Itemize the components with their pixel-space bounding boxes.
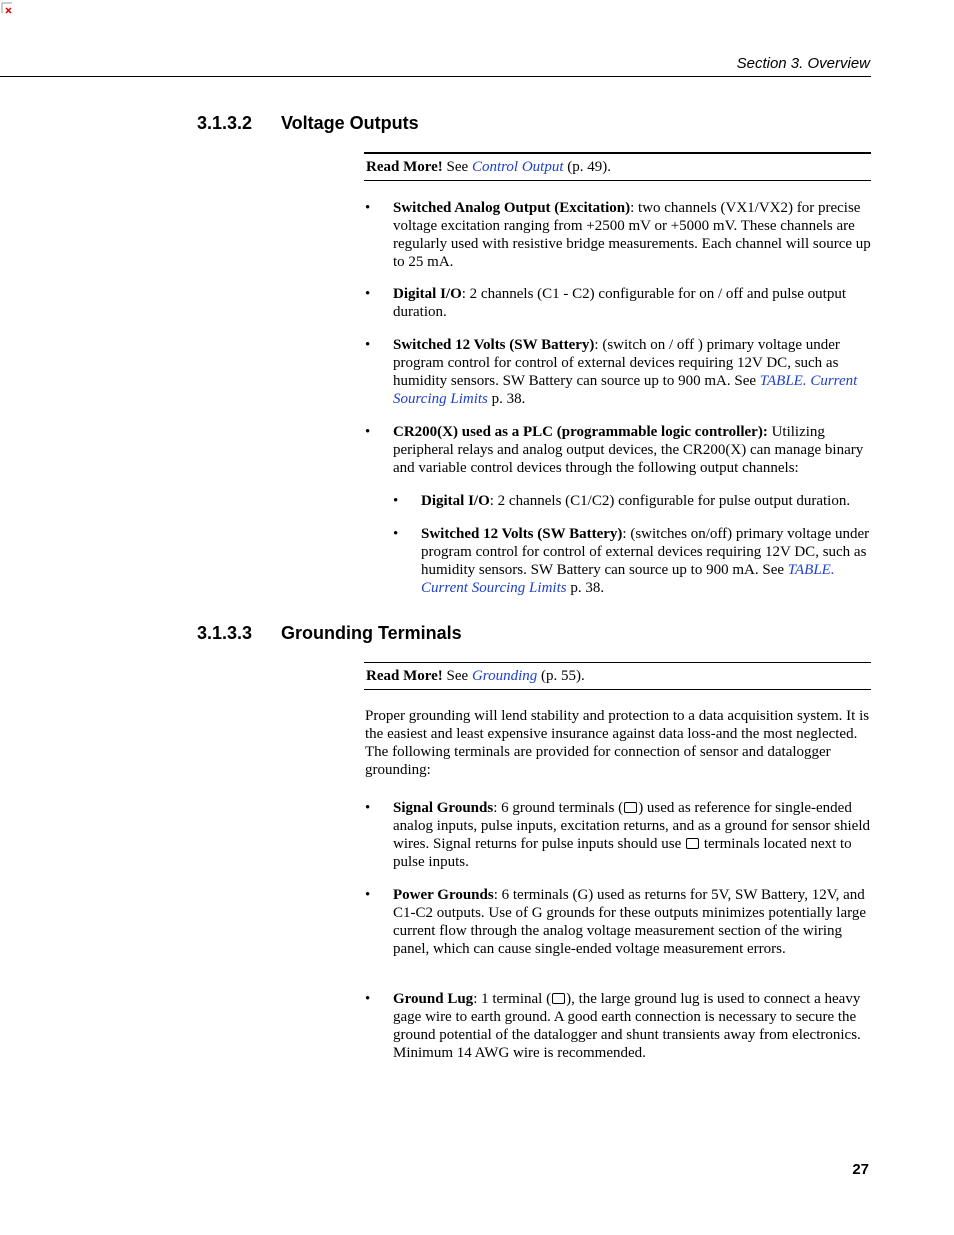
read-more-see: See bbox=[442, 159, 472, 175]
item-term: Switched 12 Volts (SW Battery) bbox=[421, 526, 623, 542]
list-item bbox=[365, 336, 871, 408]
item-text: : (switches on/off) primary voltage under program control for control of external devices requiring 12V DC, such as humidity sensors. SW Battery can source up to 900 mA. See bbox=[421, 526, 870, 578]
item-text: : (switch on / off ) primary voltage under program control for control of external devices requiring 12V DC, such as humidity sensors. SW Battery can source up to 900 mA. See bbox=[393, 337, 840, 389]
item-term: CR200(X) used as a PLC (programmable logic controller): bbox=[393, 424, 768, 440]
item-text: ) used as reference for single-ended analog inputs, pulse inputs, excitation returns, and as a ground for sensor shield wires. Signal returns for pulse inputs should use bbox=[393, 800, 870, 852]
item-term: Switched Analog Output (Excitation) bbox=[393, 200, 631, 216]
section-heading-voltage-outputs bbox=[197, 113, 419, 134]
section-title: Grounding Terminals bbox=[281, 623, 462, 643]
sub-list-item bbox=[393, 492, 871, 510]
item-term: Switched 12 Volts (SW Battery) bbox=[393, 337, 595, 353]
item-term: Ground Lug bbox=[393, 991, 474, 1007]
item-term: Digital I/O bbox=[393, 286, 462, 302]
intro-paragraph: Proper grounding will lend stability and protection to a data acquisition system. It is the easiest and least expensive insurance against data loss-and the most neglected. The following terminals are provided for connection of sensor and datalogger grounding: bbox=[365, 708, 870, 778]
current-sourcing-limits-link[interactable]: TABLE. Current Sourcing Limits bbox=[393, 373, 858, 407]
bullet-icon: • bbox=[393, 526, 399, 542]
header-rule bbox=[0, 76, 871, 77]
bullet-icon: • bbox=[365, 200, 371, 216]
list-item bbox=[365, 285, 871, 321]
section-number: 3.1.3.3 bbox=[197, 623, 253, 643]
item-text: : two channels (VX1/VX2) for precise voltage excitation ranging from +2500 mV or +5000 mV. These channels are regularly used with resistive bridge measurements. Each channel will source up to 25 mA. bbox=[393, 200, 871, 270]
read-more-page: (p. 55). bbox=[537, 668, 585, 684]
grounding-link[interactable]: Grounding bbox=[471, 668, 538, 684]
item-term: Digital I/O bbox=[421, 493, 490, 509]
list-item bbox=[365, 886, 871, 958]
item-text: Utilizing peripheral relays and analog output devices, the CR200(X) can manage binary and variable control devices through the following output channels: bbox=[393, 424, 864, 476]
item-page: p. 38. bbox=[566, 580, 605, 596]
item-text: : 2 channels (C1 - C2) configurable for on / off and pulse output duration. bbox=[393, 286, 846, 320]
broken-image-icon bbox=[1, 2, 13, 14]
item-text: terminals located next to pulse inputs. bbox=[393, 836, 852, 870]
read-more-page: (p. 49). bbox=[563, 159, 611, 175]
read-more-label: Read More! bbox=[366, 159, 443, 175]
bullet-icon: • bbox=[393, 493, 399, 509]
section-heading-grounding-terminals bbox=[197, 623, 462, 644]
bullet-icon: • bbox=[365, 991, 371, 1007]
bullet-icon: • bbox=[365, 887, 371, 903]
bullet-icon: • bbox=[365, 800, 371, 816]
page-number: 27 bbox=[852, 1161, 869, 1178]
ground-symbol-icon bbox=[624, 802, 637, 813]
item-text: ), the large ground lug is used to connect a heavy gage wire to earth ground. A good earth connection is necessary to secure the ground potential of the datalogger and shunt transients away from electronics. Minimum 14 AWG wire is recommended. bbox=[393, 991, 861, 1061]
item-term: Signal Grounds bbox=[393, 800, 494, 816]
control-output-link[interactable]: Control Output bbox=[471, 159, 564, 175]
read-more-box bbox=[364, 152, 871, 181]
item-text: : 6 terminals (G) used as returns for 5V, SW Battery, 12V, and C1-C2 outputs. Use of G grounds for these outputs minimizes potentially large current flow through the analog voltage measurement section of the wiring panel, which can cause single-ended voltage measurement errors. bbox=[393, 887, 866, 957]
ground-lug-symbol-icon bbox=[552, 993, 565, 1004]
list-item bbox=[365, 423, 871, 477]
sub-list-item bbox=[393, 525, 871, 597]
running-header: Section 3. Overview bbox=[736, 55, 870, 72]
item-term: Power Grounds bbox=[393, 887, 494, 903]
ground-symbol-icon bbox=[686, 838, 699, 849]
bullet-icon: • bbox=[365, 286, 371, 302]
item-text: : 1 terminal ( bbox=[473, 991, 552, 1007]
list-item bbox=[365, 990, 871, 1062]
item-text: : 2 channels (C1/C2) configurable for pulse output duration. bbox=[489, 493, 851, 509]
read-more-see: See bbox=[442, 668, 472, 684]
item-text: : 6 ground terminals ( bbox=[493, 800, 624, 816]
list-item bbox=[365, 799, 871, 871]
bullet-icon: • bbox=[365, 337, 371, 353]
list-item bbox=[365, 199, 871, 271]
bullet-icon: • bbox=[365, 424, 371, 440]
current-sourcing-limits-link[interactable]: TABLE. Current Sourcing Limits bbox=[421, 562, 835, 596]
section-number: 3.1.3.2 bbox=[197, 113, 253, 133]
section-title: Voltage Outputs bbox=[281, 113, 419, 133]
read-more-box bbox=[364, 662, 871, 690]
read-more-label: Read More! bbox=[366, 668, 443, 684]
item-page: p. 38. bbox=[487, 391, 526, 407]
